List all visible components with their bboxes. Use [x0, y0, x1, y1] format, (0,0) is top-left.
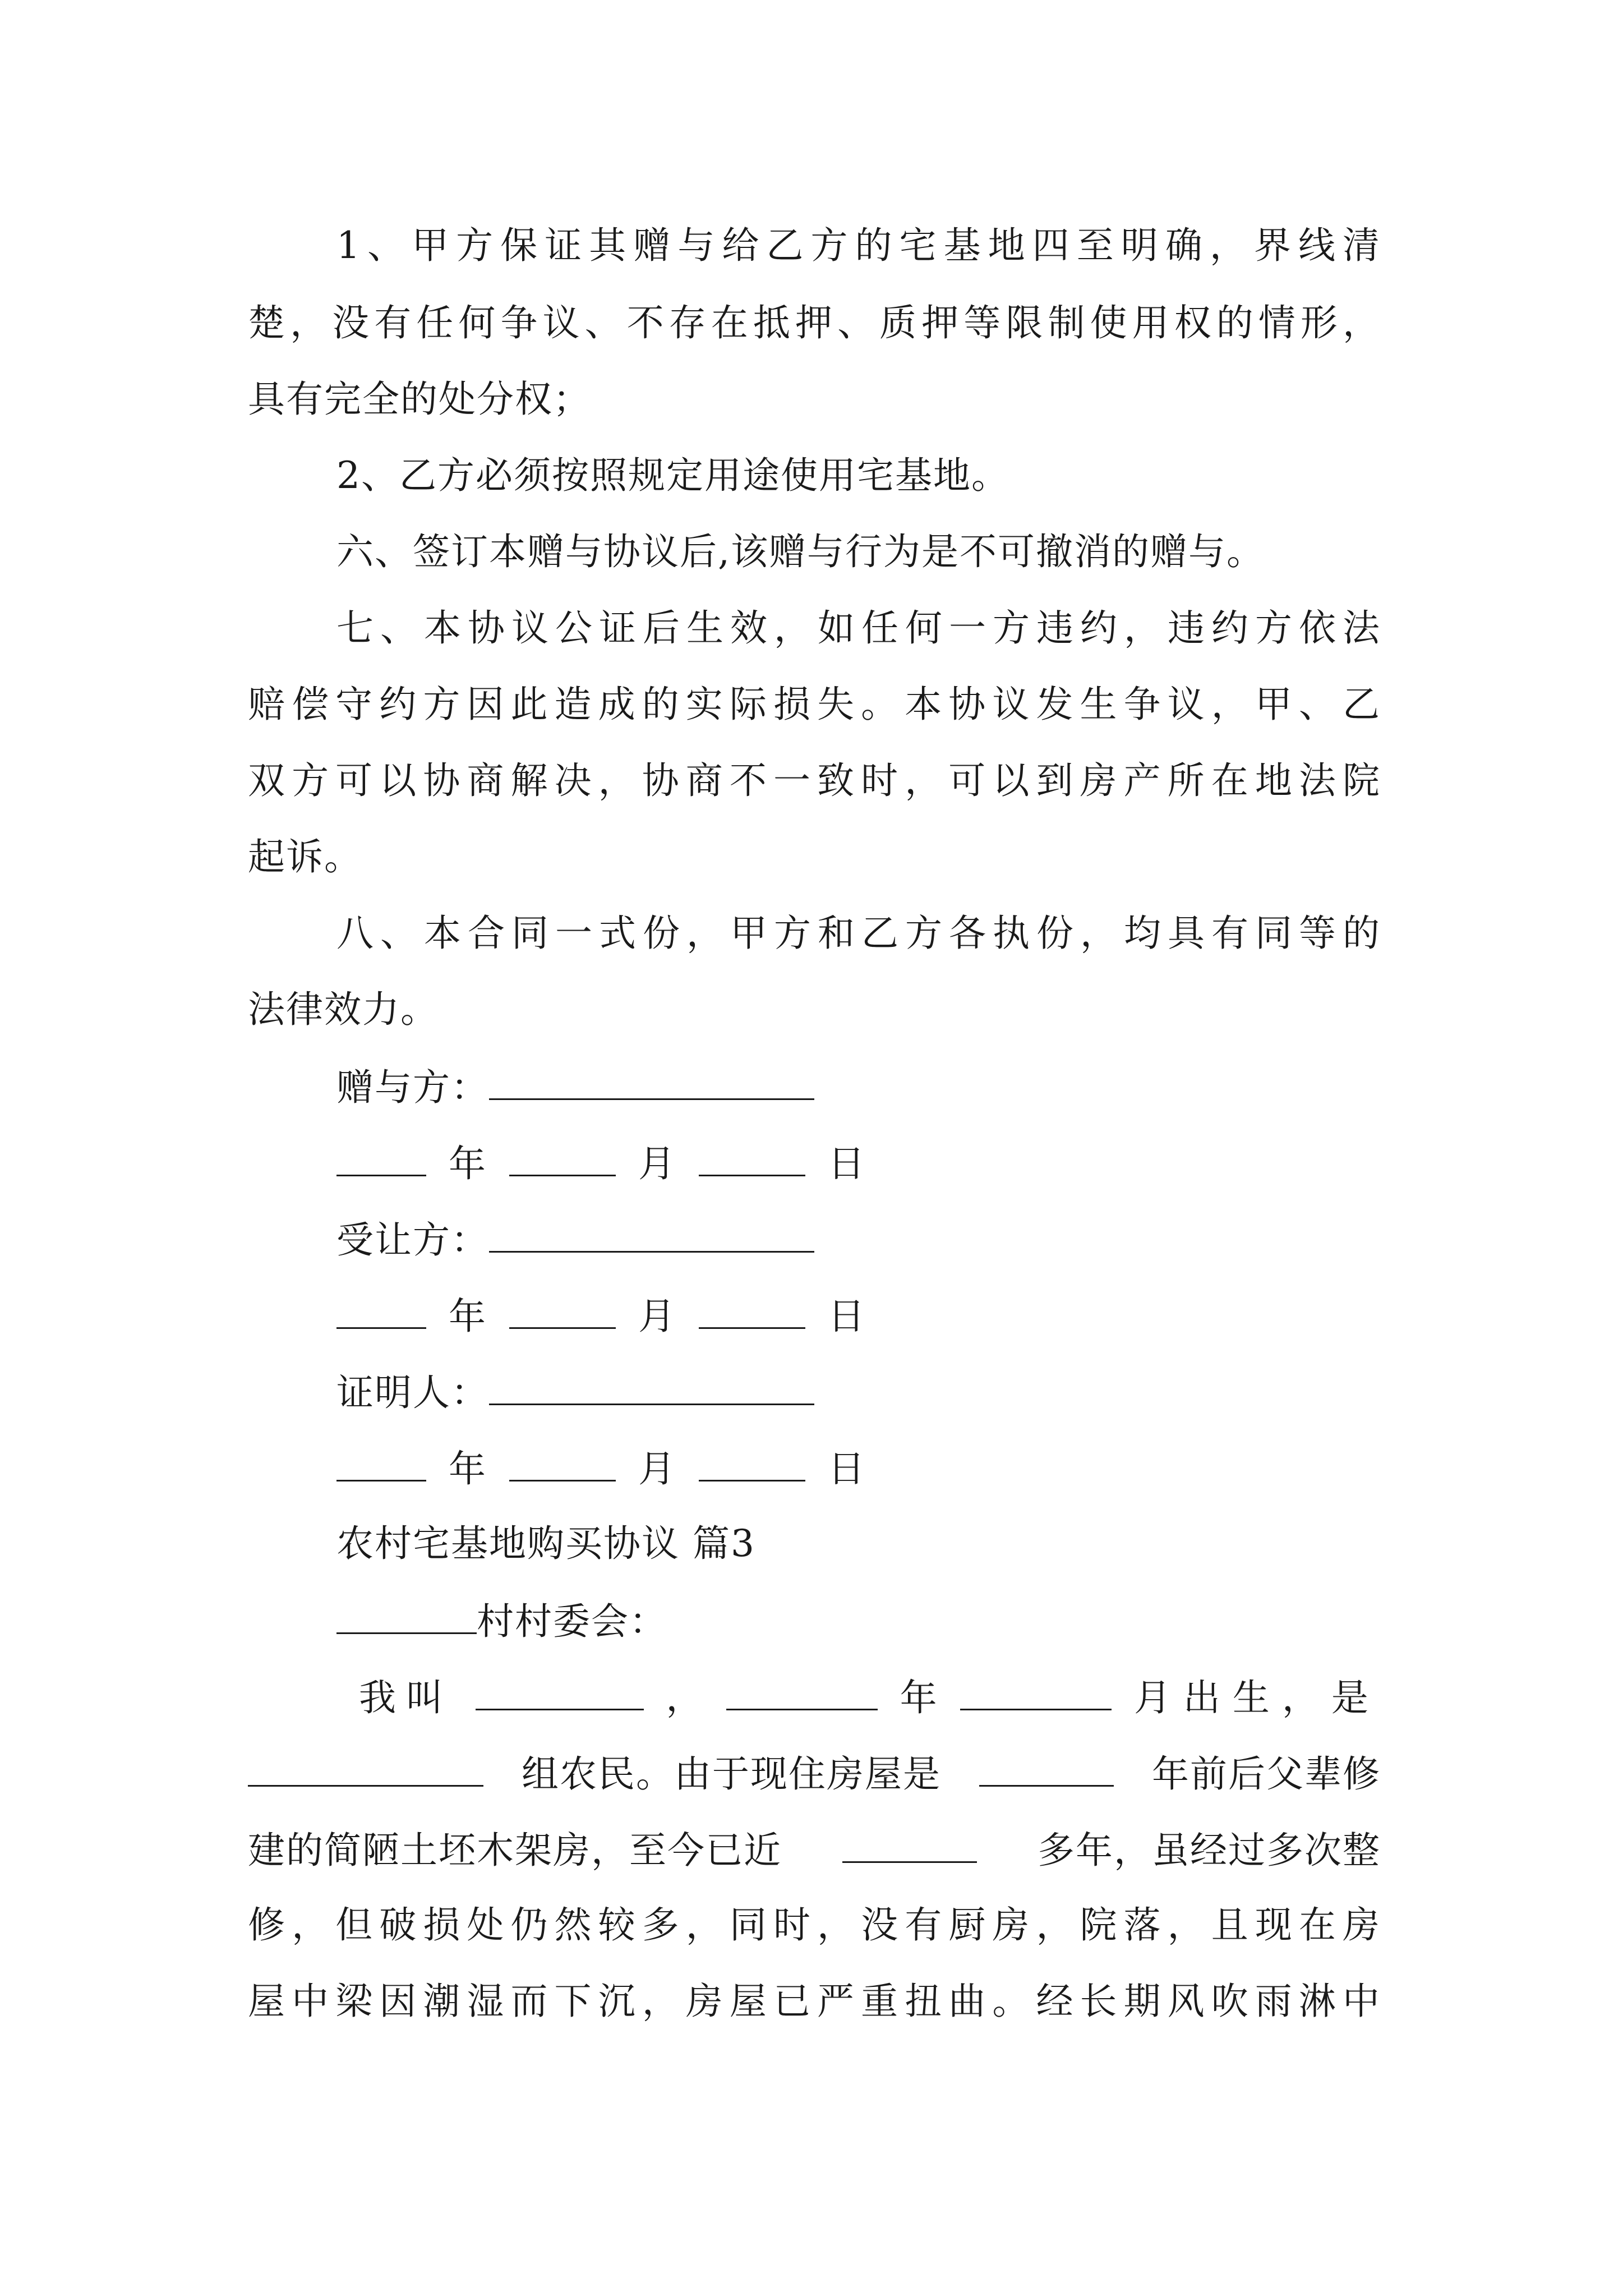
statement-line-3-a: 建的简陋土坯木架房，至今已近 — [248, 1829, 782, 1872]
house-age-blank[interactable] — [979, 1750, 1114, 1787]
recipient-label: 受让方： — [336, 1218, 489, 1262]
applicant-name-blank[interactable] — [476, 1674, 644, 1710]
statement-line-5: 屋中梁因潮湿而下沉，房屋已严重扭曲。经长期风吹雨淋中 — [248, 1980, 1381, 2023]
clause-5-1-line-2: 楚，没有任何争议、不存在抵押、质押等限制使用权的情形， — [248, 301, 1381, 344]
clause-8-line-1: 八、本合同一式份，甲方和乙方各执份，均具有同等的 — [336, 912, 1381, 955]
witness-year-blank[interactable] — [336, 1445, 426, 1481]
section-3-heading: 农村宅基地购买协议 篇3 — [336, 1522, 755, 1565]
recipient-signature-blank[interactable] — [489, 1216, 814, 1253]
statement-line-3-b: 多年，虽经过多次整 — [1038, 1829, 1381, 1872]
statement-line-2-b: 年前后父辈修 — [1152, 1752, 1381, 1796]
birth-year-blank[interactable] — [726, 1674, 878, 1710]
recipient-date-row — [336, 1292, 866, 1337]
recipient-month-blank[interactable] — [509, 1292, 616, 1329]
witness-signature-blank[interactable] — [489, 1369, 814, 1405]
witness-date-row — [336, 1445, 866, 1490]
recipient-year-label: 年 — [449, 1295, 487, 1338]
donor-day-blank[interactable] — [699, 1140, 805, 1176]
donor-year-blank[interactable] — [336, 1140, 426, 1176]
clause-7-line-1: 七、本协议公证后生效，如任何一方违约，违约方依法 — [336, 606, 1381, 650]
clause-5-1-line-1: 1、甲方保证其赠与给乙方的宅基地四至明确，界线清 — [336, 224, 1381, 267]
witness-month-label: 月 — [638, 1447, 676, 1490]
statement-line-2-a: 组农民。由于现住房屋是 — [522, 1752, 941, 1796]
witness-signature-row — [336, 1369, 814, 1414]
donor-label: 赠与方： — [336, 1066, 489, 1109]
statement-line-3 — [248, 1826, 1381, 1871]
donor-year-label: 年 — [449, 1142, 487, 1185]
donor-date-row — [336, 1140, 866, 1185]
statement-line-1 — [359, 1674, 1381, 1719]
clause-7-line-4: 起诉。 — [248, 835, 362, 878]
clause-7-line-3: 双方可以协商解决，协商不一致时，可以到房产所在地法院 — [248, 759, 1381, 802]
recipient-year-blank[interactable] — [336, 1292, 426, 1329]
witness-month-blank[interactable] — [509, 1445, 616, 1481]
donor-month-label: 月 — [638, 1142, 676, 1185]
recipient-month-label: 月 — [638, 1295, 676, 1338]
statement-comma: ， — [666, 1676, 704, 1719]
witness-day-label: 日 — [828, 1447, 866, 1490]
recipient-day-blank[interactable] — [699, 1292, 805, 1329]
group-name-blank[interactable] — [248, 1750, 483, 1787]
birth-month-blank[interactable] — [960, 1674, 1112, 1710]
clause-5-2: 2、乙方必须按照规定用途使用宅基地。 — [336, 454, 1009, 497]
addressee-suffix: 村村委会： — [477, 1600, 667, 1643]
birth-month-suffix: 月出生，是 — [1133, 1676, 1381, 1719]
donor-signature-blank[interactable] — [489, 1064, 814, 1100]
donor-day-label: 日 — [828, 1142, 866, 1185]
statement-line-2 — [248, 1750, 1381, 1795]
village-name-blank[interactable] — [336, 1598, 477, 1634]
witness-year-label: 年 — [449, 1447, 487, 1490]
donor-month-blank[interactable] — [509, 1140, 616, 1176]
witness-day-blank[interactable] — [699, 1445, 805, 1481]
donor-signature-row — [336, 1064, 814, 1108]
clause-8-line-2: 法律效力。 — [248, 988, 439, 1031]
clause-7-line-2: 赔偿守约方因此造成的实际损失。本协议发生争议，甲、乙 — [248, 683, 1381, 726]
witness-label: 证明人： — [336, 1371, 489, 1414]
addressee-row — [336, 1598, 667, 1642]
recipient-day-label: 日 — [828, 1295, 866, 1338]
statement-line-4: 修，但破损处仍然较多，同时，没有厨房，院落，且现在房 — [248, 1903, 1381, 1947]
statement-intro: 我叫 — [359, 1676, 453, 1719]
clause-6: 六、签订本赠与协议后,该赠与行为是不可撤消的赠与。 — [336, 530, 1265, 573]
years-count-blank[interactable] — [842, 1826, 977, 1863]
birth-year-label: 年 — [900, 1676, 938, 1719]
clause-5-1-line-3: 具有完全的处分权； — [248, 378, 591, 421]
recipient-signature-row — [336, 1216, 814, 1261]
